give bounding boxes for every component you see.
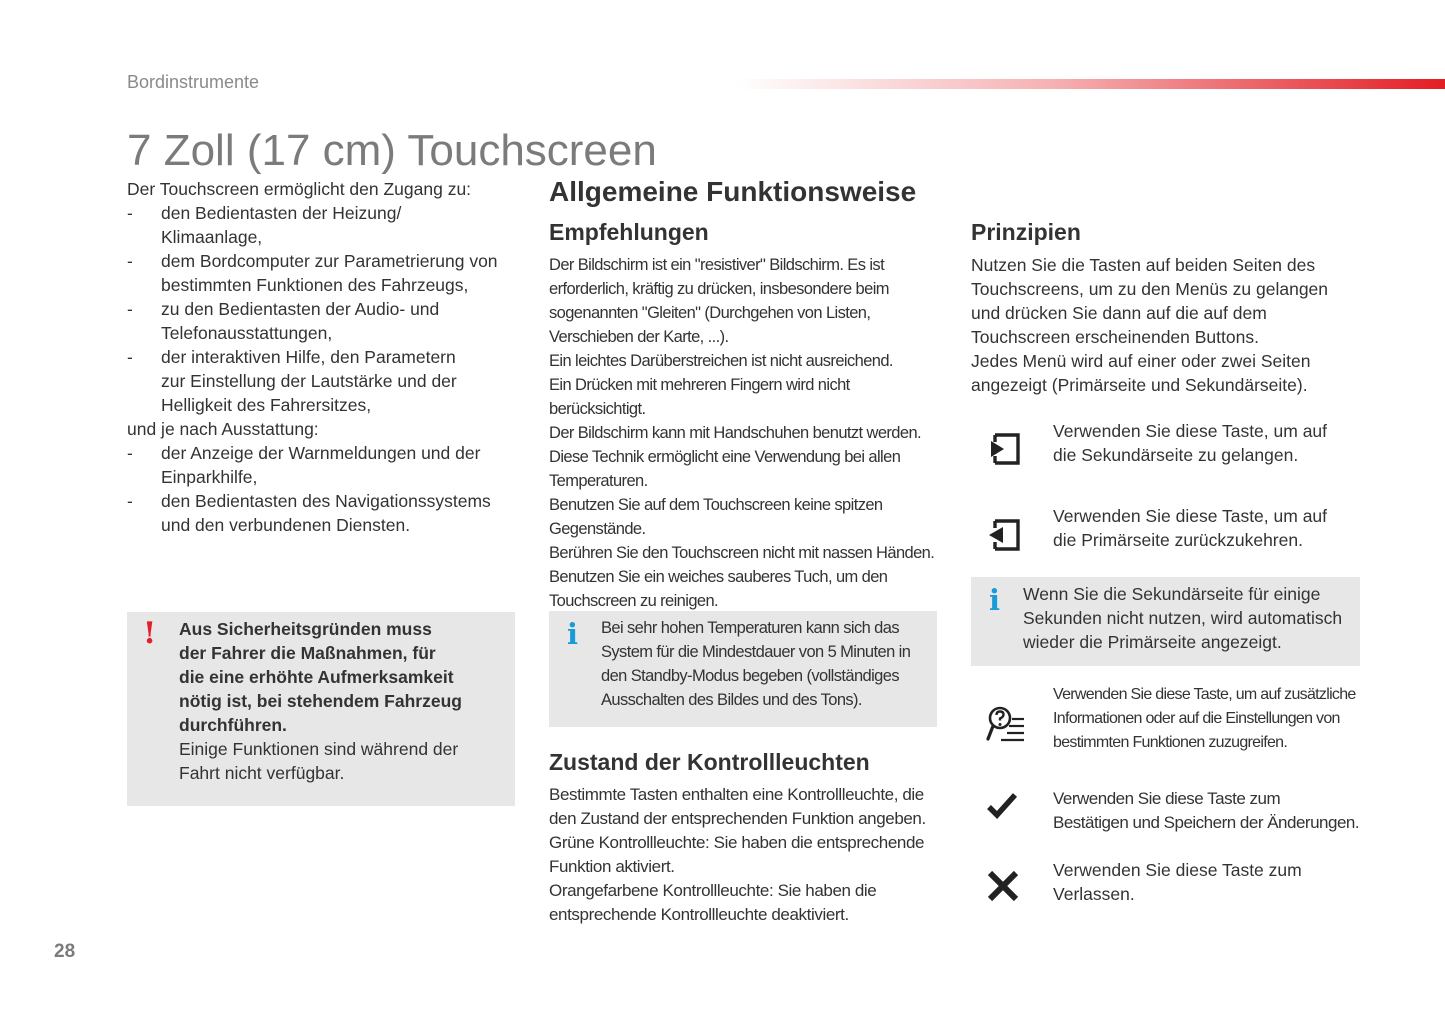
recommendations-heading: Empfehlungen: [549, 219, 709, 245]
list-item: - dem Bordcomputer zur Parametrierung von bestimmten Funktionen des Fahrzeugs,: [127, 251, 498, 295]
exit-text: Verwenden Sie diese Taste zum Verlassen.: [1053, 860, 1302, 904]
warning-box: [127, 612, 515, 806]
warning-bold-text: Aus Sicherheitsgründen muss der Fahrer die Maßnahmen, für die eine erhöhte Aufmerksamkeit nötig ist, bei stehendem Fahrzeug durchführen.: [179, 619, 462, 735]
confirm-row: [971, 787, 1371, 842]
primary-page-text: Verwenden Sie diese Taste, um auf die Primärseite zurückzukehren.: [1053, 506, 1328, 550]
intro-text: [127, 177, 527, 537]
info-box-timeout: [971, 577, 1360, 666]
secondary-page-text: Verwenden Sie diese Taste, um auf die Sekundärseite zu gelangen.: [1053, 421, 1328, 465]
secondary-page-icon: [985, 429, 1025, 469]
warning-icon: !: [143, 616, 157, 651]
exit-row: [971, 858, 1371, 913]
principles-text: Nutzen Sie die Tasten auf beiden Seiten des Touchscreens, um zu den Menüs zu gelangen und drücken Sie dann auf die auf dem Touchscreen erscheinenden Buttons. Jedes Menü wird auf einer oder zwei Seiten angezeigt (Primärseite und Sekundärseite).: [971, 255, 1329, 395]
accent-bar: [735, 79, 1445, 89]
intro-bridge: und je nach Ausstattung:: [127, 419, 319, 439]
indicators-text: Bestimmte Tasten enthalten eine Kontrollleuchte, die den Zustand der entsprechenden Funktion angeben. Grüne Kontrollleuchte: Sie haben die entsprechende Funktion aktiviert. Orangefarbene Kontrollleuchte: Sie haben die entsprechende Kontrollleuchte deaktiviert.: [549, 785, 926, 924]
close-icon: [985, 868, 1021, 904]
list-item: - den Bedientasten des Navigationssystems und den verbundenen Diensten.: [127, 491, 491, 535]
checkmark-icon: [985, 789, 1019, 823]
secondary-page-row: [971, 419, 1371, 479]
primary-page-icon: [985, 515, 1025, 555]
info-icon: i: [567, 617, 579, 651]
confirm-text: Verwenden Sie diese Taste zum Bestätigen und Speichern der Änderungen.: [1053, 789, 1360, 832]
page-number: 28: [54, 941, 76, 962]
intro-list: [127, 201, 527, 417]
list-item: - der Anzeige der Warnmeldungen und der Einparkhilfe,: [127, 443, 481, 487]
info-temperature-text: Bei sehr hohen Temperaturen kann sich das System für die Mindestdauer von 5 Minuten in den Standby-Modus begeben (vollständiges Ausschalten des Bildes und des Tons).: [601, 619, 911, 709]
principles-heading: Prinzipien: [971, 219, 1081, 245]
section-label: Bordinstrumente: [127, 72, 260, 92]
general-heading: Allgemeine Funktionsweise: [549, 176, 917, 207]
warning-text: Einige Funktionen sind während der Fahrt nicht verfügbar.: [179, 739, 459, 783]
indicators-heading: Zustand der Kontrollleuchten: [549, 749, 870, 775]
info-box-temperature: [549, 611, 937, 727]
more-info-text: Verwenden Sie diese Taste, um auf zusätzliche Informationen oder auf die Einstellungen von bestimmten Funktionen zuzugreifen.: [1053, 686, 1356, 751]
more-info-row: [971, 683, 1371, 758]
intro-lead: Der Touchscreen ermöglicht den Zugang zu:: [127, 179, 472, 199]
list-item: - den Bedientasten der Heizung/ Klimaanlage,: [127, 203, 402, 247]
intro-list-equipment: [127, 441, 527, 537]
list-item: - zu den Bedientasten der Audio- und Telefonausstattungen,: [127, 299, 440, 343]
primary-page-row: [971, 504, 1371, 564]
list-item: - der interaktiven Hilfe, den Parametern zur Einstellung der Lautstärke und der Helligkeit des Fahrersitzes,: [127, 347, 457, 415]
info-timeout-text: Wenn Sie die Sekundärseite für einige Sekunden nicht nutzen, wird automatisch wieder die Primärseite angezeigt.: [1023, 584, 1343, 652]
info-icon: i: [989, 583, 1001, 617]
recommendations-text: Der Bildschirm ist ein "resistiver" Bildschirm. Es ist erforderlich, kräftig zu drücken, insbesondere beim sogenannten "Gleiten" (Durchgehen von Listen, Verschieben der Karte, ...). Ein leichtes Darüberstreichen ist nicht ausreichend. Ein Drücken mit mehreren Fingern wird nicht berücksichtigt. Der Bildschirm kann mit Handschuhen benutzt werden. Diese Technik ermöglicht eine Verwendung bei allen Temperaturen. Benutzen Sie auf dem Touchscreen keine spitzen Gegenstände. Berühren Sie den Touchscreen nicht mit nassen Händen. Benutzen Sie ein weiches sauberes Tuch, um den Touchscreen zu reinigen.: [549, 256, 935, 610]
page-title: 7 Zoll (17 cm) Touchscreen: [127, 126, 657, 175]
info-settings-icon: [985, 703, 1027, 745]
